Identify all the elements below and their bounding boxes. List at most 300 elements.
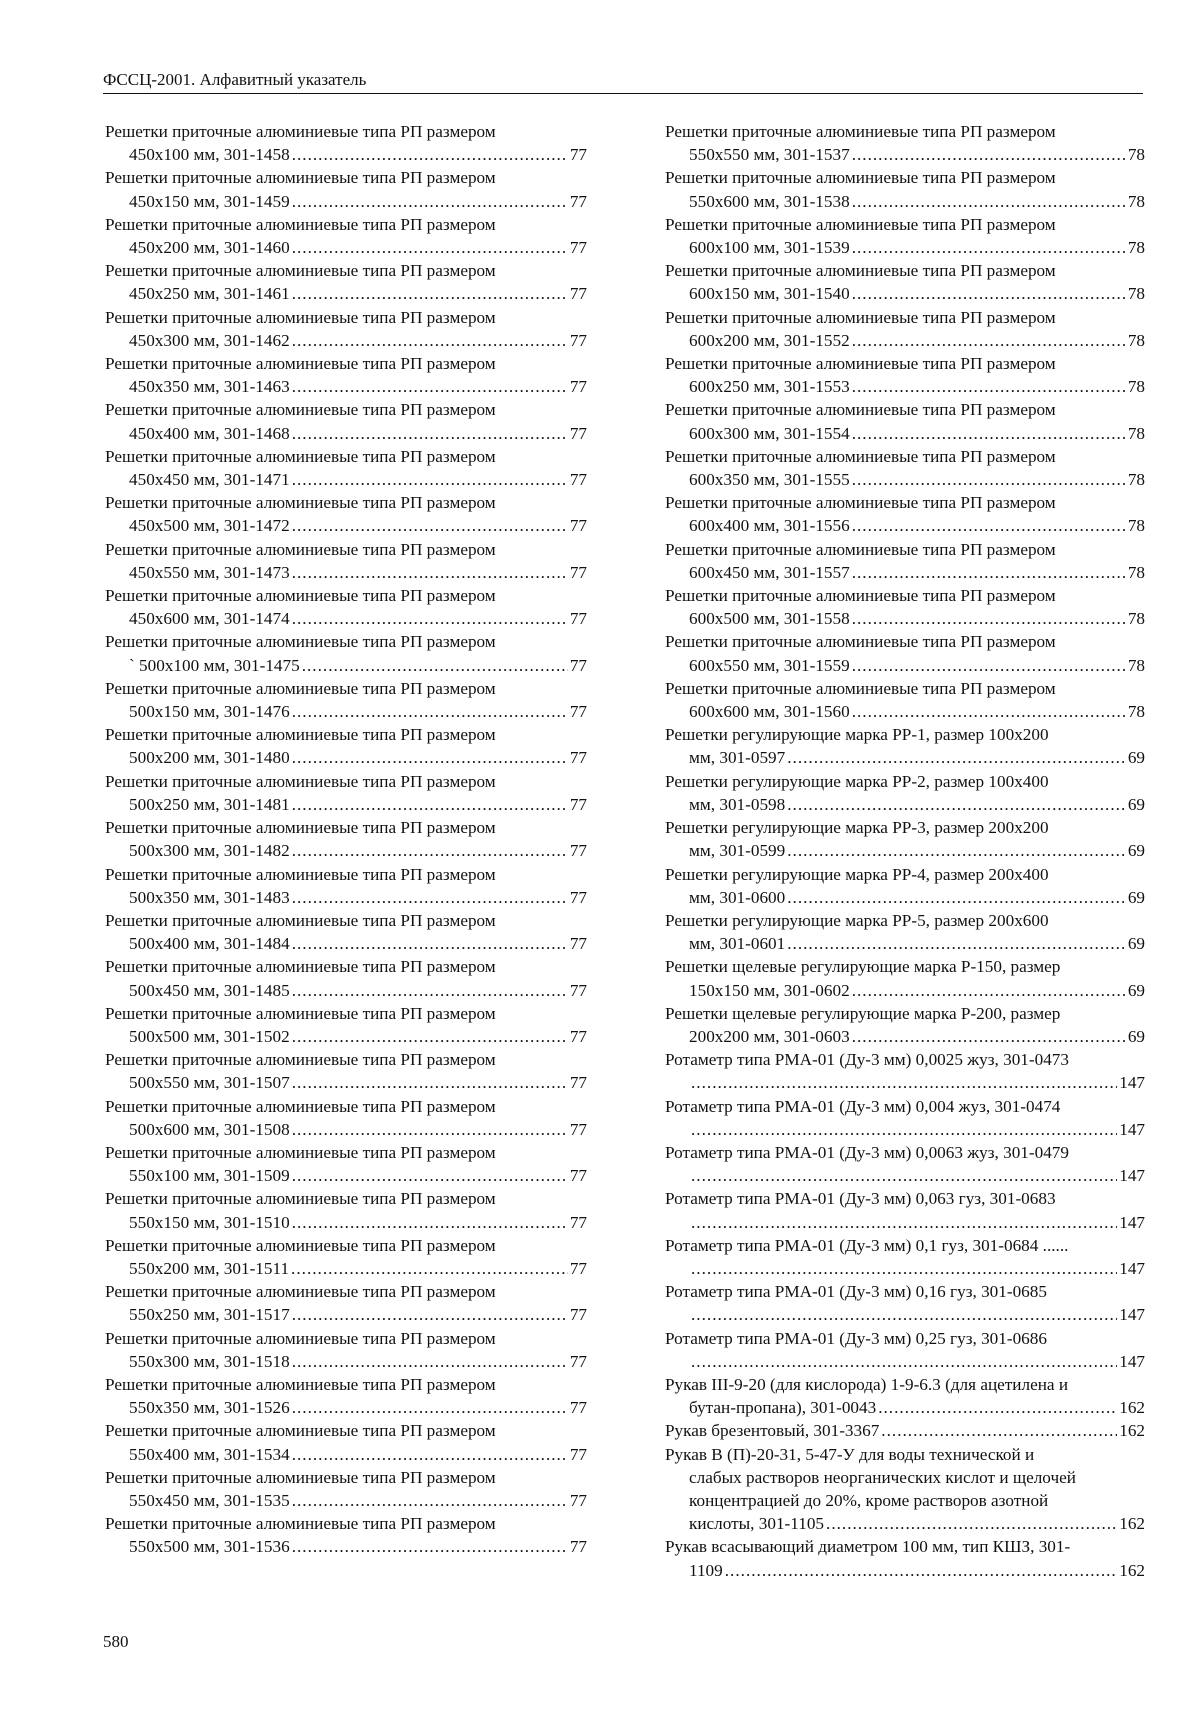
index-entry	[105, 677, 587, 723]
index-entry-page: 78	[1127, 423, 1145, 443]
index-entry-page: 147	[1119, 1212, 1145, 1232]
index-entry-heading: Ротаметр типа РМА-01 (Ду-3 мм) 0,0063 жуз, 301-0479	[665, 1142, 1069, 1162]
index-entry-leader-line	[105, 143, 587, 166]
leader-dots	[292, 143, 568, 166]
index-entry-page: 147	[1119, 1119, 1145, 1139]
index-entry-page: 77	[569, 1305, 587, 1325]
index-entry-leader-line	[105, 514, 587, 537]
leader-dots	[852, 979, 1126, 1002]
index-entry-page: 77	[569, 377, 587, 397]
index-entry	[665, 1048, 1145, 1094]
index-entry-continuation: слабых растворов неорганических кислот и щелочей	[689, 1467, 1076, 1487]
index-entry-detail: 550х150 мм, 301-1510	[129, 1212, 290, 1232]
leader-dots	[292, 468, 568, 491]
leader-dots	[826, 1512, 1117, 1535]
index-entry-page: 78	[1127, 330, 1145, 350]
page-number: 580	[103, 1632, 129, 1651]
index-entry-heading: Ротаметр типа РМА-01 (Ду-3 мм) 0,16 гуз, 301-0685	[665, 1282, 1047, 1302]
index-entry-detail: 550х500 мм, 301-1536	[129, 1537, 290, 1557]
leader-dots	[787, 839, 1126, 862]
index-entry	[105, 445, 587, 491]
index-entry	[105, 630, 587, 676]
index-entry-detail: 500х550 мм, 301-1507	[129, 1073, 290, 1093]
index-entry-page: 77	[569, 145, 587, 165]
index-entry-detail: 1109	[689, 1560, 723, 1580]
index-entry-heading: Решетки приточные алюминиевые типа РП размером	[665, 539, 1056, 559]
index-entry-heading: Решетки регулирующие марка РР-5, размер 200х600	[665, 910, 1049, 930]
leader-dots	[691, 1257, 1117, 1280]
index-entry-detail: 600х600 мм, 301-1560	[689, 702, 850, 722]
index-entry	[105, 723, 587, 769]
index-entry	[105, 1002, 587, 1048]
leader-dots	[852, 514, 1126, 537]
leader-dots	[292, 700, 568, 723]
leader-dots	[292, 1164, 568, 1187]
index-entry-leader-line	[665, 654, 1145, 677]
index-entry-detail: 450х600 мм, 301-1474	[129, 609, 290, 629]
index-entry	[665, 1373, 1145, 1419]
leader-dots	[292, 329, 568, 352]
index-entry-leader-line	[665, 329, 1145, 352]
index-entry-heading: Решетки приточные алюминиевые типа РП размером	[665, 446, 1056, 466]
index-entry	[665, 863, 1145, 909]
index-entry-page: 69	[1127, 980, 1145, 1000]
index-entry	[105, 538, 587, 584]
leader-dots	[292, 793, 568, 816]
index-entry-leader-line	[105, 422, 587, 445]
index-entry	[665, 259, 1145, 305]
index-entry-detail: 450х450 мм, 301-1471	[129, 470, 290, 490]
index-entry-heading: Ротаметр типа РМА-01 (Ду-3 мм) 0,0025 жуз, 301-0473	[665, 1050, 1069, 1070]
index-entry-leader-line	[665, 700, 1145, 723]
index-entry-heading: Решетки приточные алюминиевые типа РП размером	[105, 1328, 496, 1348]
index-entry	[105, 1419, 587, 1465]
index-entry-heading: Решетки приточные алюминиевые типа РП размером	[105, 1096, 496, 1116]
leader-dots	[292, 236, 568, 259]
index-entry-leader-line	[665, 1025, 1145, 1048]
index-entry-page: 69	[1127, 1026, 1145, 1046]
index-entry-heading: Решетки приточные алюминиевые типа РП размером	[665, 493, 1056, 513]
index-entry-detail: 450х300 мм, 301-1462	[129, 330, 290, 350]
index-entry-detail: 450х500 мм, 301-1472	[129, 516, 290, 536]
index-entry	[665, 723, 1145, 769]
index-entry-heading: Решетки приточные алюминиевые типа РП размером	[105, 1189, 496, 1209]
index-entry-leader-line	[665, 514, 1145, 537]
index-entry-heading: Решетки приточные алюминиевые типа РП размером	[105, 864, 496, 884]
index-entry-page: 69	[1127, 748, 1145, 768]
index-entry	[665, 538, 1145, 584]
index-entry	[665, 1535, 1145, 1581]
index-entry-page: 162	[1119, 1398, 1145, 1418]
index-entry-detail: кислоты, 301-1105	[689, 1514, 825, 1534]
index-entry-heading: Решетки приточные алюминиевые типа РП размером	[665, 354, 1056, 374]
index-entry-page: 77	[569, 1258, 587, 1278]
index-entry-page: 147	[1119, 1166, 1145, 1186]
leader-dots	[292, 1118, 568, 1141]
index-entry-page: 69	[1127, 934, 1145, 954]
leader-dots	[881, 1419, 1117, 1442]
index-entry-page: 69	[1127, 794, 1145, 814]
index-entry-detail: 600х350 мм, 301-1555	[689, 470, 850, 490]
leader-dots	[292, 375, 568, 398]
index-entry-leader-line	[105, 1535, 587, 1558]
index-entry-leader-line	[665, 886, 1145, 909]
index-entry-detail: 500х300 мм, 301-1482	[129, 841, 290, 861]
index-entry	[665, 909, 1145, 955]
index-entry	[665, 816, 1145, 862]
index-entry-detail: 450х550 мм, 301-1473	[129, 562, 290, 582]
index-entry-detail: 600х550 мм, 301-1559	[689, 655, 850, 675]
index-entry	[105, 491, 587, 537]
index-entry-page: 147	[1119, 1073, 1145, 1093]
index-entry	[105, 166, 587, 212]
index-entry-leader-line	[665, 561, 1145, 584]
leader-dots	[292, 1350, 568, 1373]
leader-dots	[787, 932, 1126, 955]
index-entry-heading: Решетки приточные алюминиевые типа РП размером	[665, 632, 1056, 652]
index-entry-leader-line	[105, 1118, 587, 1141]
index-entry-detail: 200х200 мм, 301-0603	[689, 1026, 850, 1046]
index-entry	[665, 1419, 1145, 1442]
index-entry-leader-line	[665, 793, 1145, 816]
index-entry-page: 78	[1127, 609, 1145, 629]
leader-dots	[852, 654, 1126, 677]
index-entry-leader-line	[105, 236, 587, 259]
index-entry-heading: Решетки приточные алюминиевые типа РП размером	[105, 1421, 496, 1441]
index-entry-leader-line	[665, 932, 1145, 955]
index-entry-leader-line	[105, 746, 587, 769]
index-entry-detail: мм, 301-0600	[689, 887, 786, 907]
index-entry	[665, 1187, 1145, 1233]
index-entry-page: 77	[569, 1351, 587, 1371]
index-entry-heading: Решетки приточные алюминиевые типа РП размером	[105, 122, 496, 141]
leader-dots	[852, 236, 1126, 259]
index-entry-detail: 450х250 мм, 301-1461	[129, 284, 290, 304]
index-entry-page: 77	[569, 330, 587, 350]
index-entry-page: 78	[1127, 284, 1145, 304]
index-entry	[665, 1443, 1145, 1536]
index-entry-detail: 550х300 мм, 301-1518	[129, 1351, 290, 1371]
leader-dots	[292, 1396, 568, 1419]
leader-dots	[302, 654, 568, 677]
index-entry-page: 77	[569, 655, 587, 675]
index-entry-heading: Решетки приточные алюминиевые типа РП размером	[665, 261, 1056, 281]
index-entry-page: 147	[1119, 1258, 1145, 1278]
index-entry	[105, 770, 587, 816]
index-entry-page: 78	[1127, 191, 1145, 211]
index-entry	[665, 584, 1145, 630]
index-entry-heading: Решетки щелевые регулирующие марка Р-150, размер	[665, 957, 1061, 977]
index-entry	[105, 1234, 587, 1280]
index-entry-heading: Решетки приточные алюминиевые типа РП размером	[105, 1003, 496, 1023]
index-entry-leader-line	[665, 1211, 1145, 1234]
index-entry-detail: мм, 301-0601	[689, 934, 786, 954]
index-entry-heading: Решетки регулирующие марка РР-1, размер 100х200	[665, 725, 1049, 745]
index-entry-leader-line	[105, 979, 587, 1002]
index-entry-heading: Решетки приточные алюминиевые типа РП размером	[665, 586, 1056, 606]
leader-dots	[852, 607, 1126, 630]
index-entry-page: 77	[569, 191, 587, 211]
index-entry-leader-line	[665, 607, 1145, 630]
index-entry-leader-line	[665, 282, 1145, 305]
index-entry-leader-line	[105, 654, 587, 677]
leader-dots	[787, 746, 1126, 769]
index-entry-leader-line	[665, 1071, 1145, 1094]
index-entry-detail: 550х250 мм, 301-1517	[129, 1305, 290, 1325]
index-entry-page: 77	[569, 284, 587, 304]
index-entry-leader-line	[665, 422, 1145, 445]
index-entry-heading: Решетки приточные алюминиевые типа РП размером	[105, 632, 496, 652]
index-entry-page: 77	[569, 794, 587, 814]
index-entry-leader-line	[105, 1025, 587, 1048]
leader-dots	[292, 1211, 568, 1234]
index-entry	[665, 398, 1145, 444]
index-entry-page: 78	[1127, 702, 1145, 722]
index-entry-detail: 550х100 мм, 301-1509	[129, 1166, 290, 1186]
index-entry	[665, 677, 1145, 723]
index-entry-detail: 450х200 мм, 301-1460	[129, 238, 290, 258]
leader-dots	[691, 1164, 1117, 1187]
index-entry-detail: 600х100 мм, 301-1539	[689, 238, 850, 258]
index-entry-page: 77	[569, 423, 587, 443]
index-entry-leader-line	[105, 468, 587, 491]
index-entry	[105, 398, 587, 444]
index-entry-detail: 600х500 мм, 301-1558	[689, 609, 850, 629]
index-entry-heading: Решетки приточные алюминиевые типа РП размером	[105, 818, 496, 838]
leader-dots	[292, 979, 568, 1002]
index-entry-heading: Решетки приточные алюминиевые типа РП размером	[105, 446, 496, 466]
index-entry-leader-line	[665, 979, 1145, 1002]
index-entry-heading: Решетки регулирующие марка РР-4, размер 200х400	[665, 864, 1049, 884]
index-entry-leader-line	[105, 607, 587, 630]
running-header: ФССЦ-2001. Алфавитный указатель	[103, 70, 367, 89]
leader-dots	[292, 932, 568, 955]
index-entry	[665, 306, 1145, 352]
leader-dots	[852, 282, 1126, 305]
index-entry-heading: Рукав В (П)-20-31, 5-47-У для воды технической и	[665, 1444, 1035, 1464]
index-entry-heading: Решетки приточные алюминиевые типа РП размером	[665, 168, 1056, 188]
index-entry-heading: Решетки приточные алюминиевые типа РП размером	[105, 261, 496, 281]
index-entry-detail: 550х600 мм, 301-1538	[689, 191, 850, 211]
index-entry-heading: Решетки регулирующие марка РР-3, размер 200х200	[665, 818, 1049, 838]
index-entry	[105, 816, 587, 862]
index-entry-leader-line	[105, 329, 587, 352]
index-entry-page: 77	[569, 516, 587, 536]
leader-dots	[691, 1118, 1117, 1141]
index-entry-leader-line	[665, 236, 1145, 259]
index-entry-leader-line	[105, 839, 587, 862]
index-entry	[665, 445, 1145, 491]
index-entry-leader-line	[105, 1489, 587, 1512]
index-entry-leader-line	[105, 700, 587, 723]
index-entry	[105, 1141, 587, 1187]
index-entry	[665, 166, 1145, 212]
index-entry-heading: Решетки приточные алюминиевые типа РП размером	[665, 678, 1056, 698]
index-entry	[105, 1466, 587, 1512]
index-entry-page: 77	[569, 609, 587, 629]
leader-dots	[292, 1443, 568, 1466]
index-entry-leader-line	[105, 190, 587, 213]
index-entry-page: 77	[569, 1212, 587, 1232]
index-entry-detail: 150х150 мм, 301-0602	[689, 980, 850, 1000]
index-entry-heading: Решетки приточные алюминиевые типа РП размером	[105, 307, 496, 327]
leader-dots	[292, 1071, 568, 1094]
index-entry-leader-line	[105, 282, 587, 305]
index-entry	[665, 1234, 1145, 1280]
leader-dots	[852, 422, 1126, 445]
index-entry-detail: 600х200 мм, 301-1552	[689, 330, 850, 350]
index-entry-page: 77	[569, 934, 587, 954]
index-entry-detail: 600х300 мм, 301-1554	[689, 423, 850, 443]
index-entry-heading: Решетки приточные алюминиевые типа РП размером	[105, 539, 496, 559]
index-entry-heading: Решетки приточные алюминиевые типа РП размером	[665, 214, 1056, 234]
index-entry-heading: Ротаметр типа РМА-01 (Ду-3 мм) 0,004 жуз, 301-0474	[665, 1096, 1061, 1116]
index-entry-heading: Решетки приточные алюминиевые типа РП размером	[665, 400, 1056, 420]
index-entry-leader-line	[665, 468, 1145, 491]
index-entry-heading: Решетки приточные алюминиевые типа РП размером	[105, 1467, 496, 1487]
index-entry-detail: мм, 301-0597	[689, 748, 786, 768]
index-entry-detail: бутан-пропана), 301-0043	[689, 1398, 877, 1418]
index-entry-detail: 450х400 мм, 301-1468	[129, 423, 290, 443]
index-entry-heading: Решетки приточные алюминиевые типа РП размером	[105, 957, 496, 977]
index-entry-leader-line	[665, 1419, 1145, 1442]
index-entry	[105, 213, 587, 259]
index-entry	[665, 1280, 1145, 1326]
index-entry-page: 147	[1119, 1305, 1145, 1325]
index-entry	[665, 1095, 1145, 1141]
index-entry-heading: Ротаметр типа РМА-01 (Ду-3 мм) 0,063 гуз, 301-0683	[665, 1189, 1056, 1209]
index-entry-leader-line	[665, 1512, 1145, 1535]
leader-dots	[852, 468, 1126, 491]
index-entry-continuation: концентрацией до 20%, кроме растворов азотной	[689, 1490, 1049, 1510]
index-entry	[665, 352, 1145, 398]
index-entry-detail: 550х450 мм, 301-1535	[129, 1490, 290, 1510]
index-entry	[665, 1141, 1145, 1187]
index-entry-detail: 500х250 мм, 301-1481	[129, 794, 290, 814]
index-entry-heading: Решетки приточные алюминиевые типа РП размером	[105, 586, 496, 606]
index-entry-detail: 450х100 мм, 301-1458	[129, 145, 290, 165]
leader-dots	[691, 1071, 1117, 1094]
index-entry-text: Рукав брезентовый, 301-3367	[665, 1421, 880, 1441]
index-column-right	[665, 120, 1145, 1582]
leader-dots	[878, 1396, 1117, 1419]
index-entry-leader-line	[665, 839, 1145, 862]
index-entry-page: 78	[1127, 655, 1145, 675]
index-entry-heading: Решетки приточные алюминиевые типа РП размером	[105, 354, 496, 374]
leader-dots	[852, 700, 1126, 723]
index-entry	[105, 863, 587, 909]
leader-dots	[852, 329, 1126, 352]
index-entry-detail: мм, 301-0598	[689, 794, 786, 814]
index-entry-leader-line	[665, 143, 1145, 166]
index-entry-detail: 450х150 мм, 301-1459	[129, 191, 290, 211]
leader-dots	[292, 1535, 568, 1558]
index-entry-heading: Ротаметр типа РМА-01 (Ду-3 мм) 0,1 гуз, 301-0684 ......	[665, 1235, 1069, 1255]
index-entry-page: 147	[1119, 1351, 1145, 1371]
index-entry-heading: Решетки приточные алюминиевые типа РП размером	[105, 1514, 496, 1534]
index-entry-page: 77	[569, 980, 587, 1000]
leader-dots	[292, 190, 568, 213]
index-entry	[665, 1327, 1145, 1373]
index-entry-leader-line	[105, 561, 587, 584]
index-entry	[665, 630, 1145, 676]
index-entry-detail: 500х200 мм, 301-1480	[129, 748, 290, 768]
index-entry-page: 77	[569, 238, 587, 258]
index-entry-page: 77	[569, 1490, 587, 1510]
leader-dots	[292, 1303, 568, 1326]
index-entry-page: 77	[569, 1073, 587, 1093]
index-entry-detail: 600х400 мм, 301-1556	[689, 516, 850, 536]
index-entry	[105, 1187, 587, 1233]
index-entry-heading: Решетки приточные алюминиевые типа РП размером	[105, 1235, 496, 1255]
index-entry	[105, 584, 587, 630]
leader-dots	[292, 886, 568, 909]
index-entry	[105, 352, 587, 398]
index-entry-page: 77	[569, 1398, 587, 1418]
index-entry	[665, 120, 1145, 166]
leader-dots	[292, 1489, 568, 1512]
index-entry-leader-line	[665, 190, 1145, 213]
index-entry-detail: 550х350 мм, 301-1526	[129, 1398, 290, 1418]
index-entry	[105, 259, 587, 305]
index-entry	[105, 1512, 587, 1558]
index-entry-leader-line	[105, 932, 587, 955]
index-entry-heading: Решетки приточные алюминиевые типа РП размером	[105, 493, 496, 513]
index-entry-detail: 500х600 мм, 301-1508	[129, 1119, 290, 1139]
index-entry-leader-line	[665, 1350, 1145, 1373]
leader-dots	[852, 1025, 1126, 1048]
index-entry-heading: Решетки регулирующие марка РР-2, размер 100х400	[665, 771, 1049, 791]
index-entry	[105, 1095, 587, 1141]
index-entry-detail: 550х550 мм, 301-1537	[689, 145, 850, 165]
leader-dots	[292, 607, 568, 630]
index-entry-page: 69	[1127, 841, 1145, 861]
index-entry-leader-line	[665, 1396, 1145, 1419]
index-entry-leader-line	[665, 1303, 1145, 1326]
leader-dots	[787, 886, 1126, 909]
index-entry-leader-line	[665, 1257, 1145, 1280]
index-entry-leader-line	[105, 1257, 587, 1280]
index-entry	[665, 1002, 1145, 1048]
leader-dots	[691, 1350, 1117, 1373]
index-entry-page: 78	[1127, 470, 1145, 490]
index-entry-heading: Рукав III-9-20 (для кислорода) 1-9-6.3 (для ацетилена и	[665, 1374, 1069, 1394]
index-entry-leader-line	[665, 1164, 1145, 1187]
index-entry-heading: Решетки приточные алюминиевые типа РП размером	[105, 400, 496, 420]
index-entry-page: 77	[569, 887, 587, 907]
index-entry-heading: Решетки приточные алюминиевые типа РП размером	[105, 1050, 496, 1070]
index-entry-page: 77	[569, 470, 587, 490]
index-entry-page: 78	[1127, 238, 1145, 258]
header-rule	[103, 93, 1143, 94]
index-entry-leader-line	[105, 1350, 587, 1373]
index-entry-page: 69	[1127, 887, 1145, 907]
index-entry-leader-line	[105, 375, 587, 398]
index-entry-heading: Решетки приточные алюминиевые типа РП размером	[105, 1142, 496, 1162]
index-entry-page: 162	[1119, 1514, 1145, 1534]
index-entry-heading: Решетки приточные алюминиевые типа РП размером	[665, 307, 1056, 327]
index-entry	[105, 955, 587, 1001]
index-entry-page: 77	[569, 841, 587, 861]
index-entry-heading: Решетки приточные алюминиевые типа РП размером	[105, 1282, 496, 1302]
index-entry-page: 77	[569, 748, 587, 768]
index-entry	[105, 120, 587, 166]
index-entry-heading: Рукав всасывающий диаметром 100 мм, тип КШЗ, 301-	[665, 1537, 1071, 1557]
index-entry-leader-line	[105, 793, 587, 816]
index-entry-page: 78	[1127, 377, 1145, 397]
leader-dots	[725, 1559, 1117, 1582]
leader-dots	[691, 1211, 1117, 1234]
